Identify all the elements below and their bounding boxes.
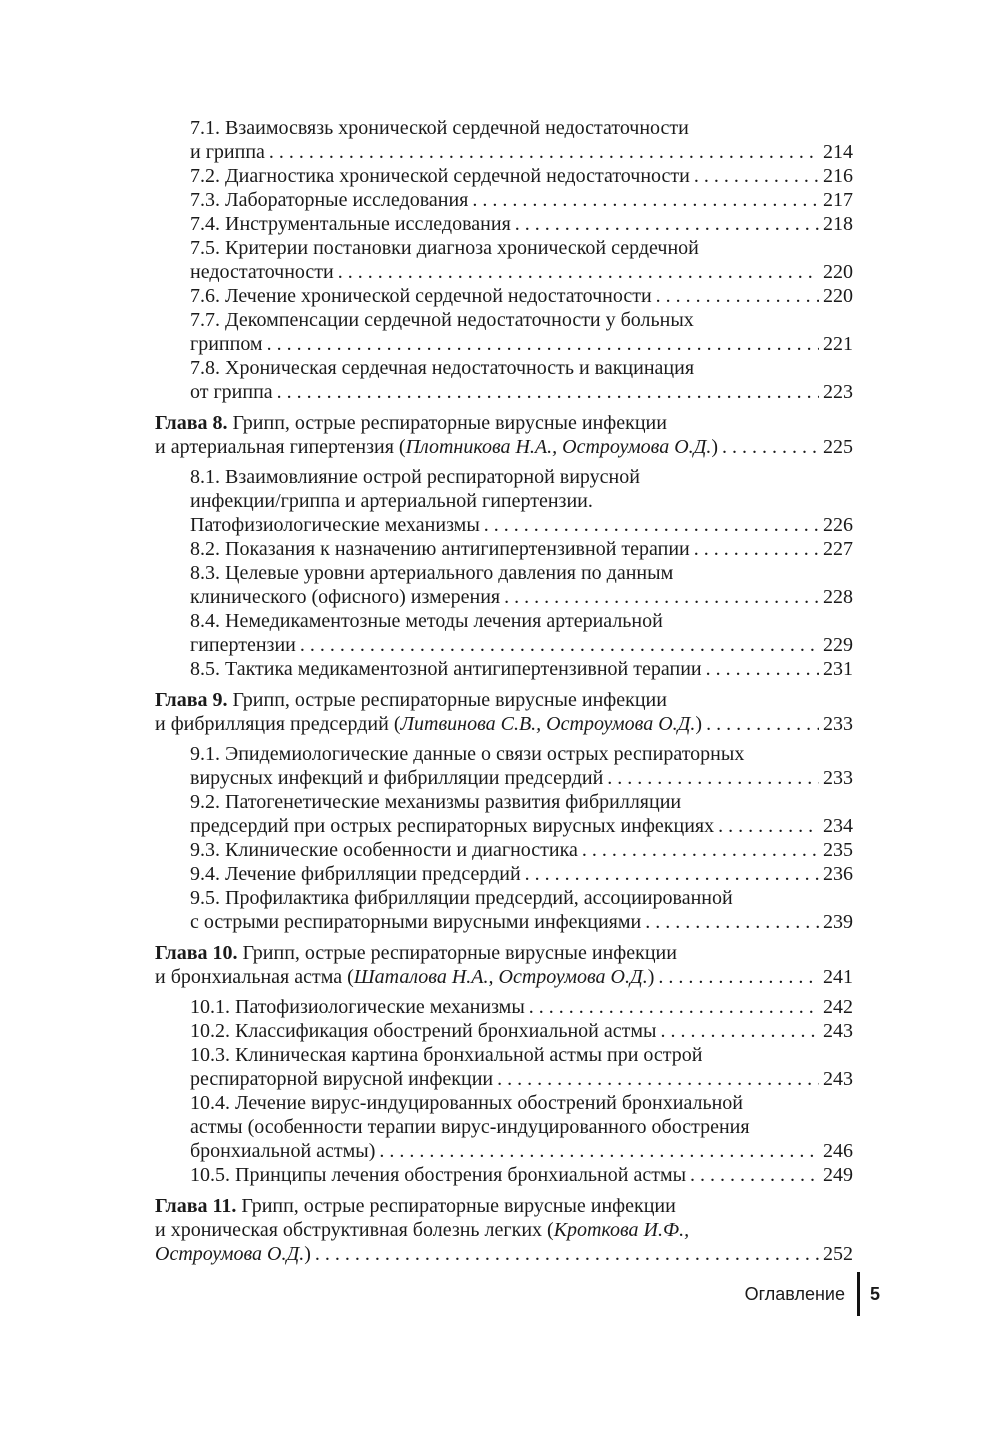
- dot-leader: [269, 140, 819, 164]
- authors: Остроумова О.Д.: [155, 1243, 305, 1265]
- running-footer: [700, 1272, 880, 1316]
- title-text: недостаточности: [190, 261, 334, 283]
- dot-leader: [504, 585, 819, 609]
- toc-page-number: 242: [823, 996, 853, 1018]
- toc-line: [190, 212, 853, 236]
- dot-leader: [582, 838, 819, 862]
- toc-section-entry[interactable]: [155, 465, 853, 537]
- toc-page-number: 214: [823, 141, 853, 163]
- title-text: с острыми респираторными вирусными инфекциями: [190, 911, 642, 933]
- toc-line: [190, 260, 853, 284]
- toc-page-number: 216: [823, 165, 853, 187]
- toc-line: [190, 465, 853, 489]
- title-text: астмы (особенности терапии вирус-индуцированного обострения: [190, 1116, 750, 1138]
- toc-chapter-entry[interactable]: [155, 411, 853, 459]
- toc-line-text: [190, 838, 578, 862]
- toc-line: [190, 790, 853, 814]
- footer-section-title: Оглавление: [744, 1283, 845, 1304]
- title-text: 9.1. Эпидемиологические данные о связи острых респираторных: [190, 743, 745, 765]
- title-text: 7.3. Лабораторные исследования: [190, 189, 469, 211]
- title-text: гриппом: [190, 333, 263, 355]
- toc-section-entry[interactable]: [155, 284, 853, 308]
- dot-leader: [694, 164, 819, 188]
- toc-line-text: [190, 308, 694, 332]
- title-text: 7.1. Взаимосвязь хронической сердечной недостаточности: [190, 117, 689, 139]
- toc-section-entry[interactable]: [155, 838, 853, 862]
- table-of-contents: [155, 116, 853, 1266]
- toc-line: [190, 1163, 853, 1187]
- toc-page-number: 241: [823, 966, 853, 988]
- toc-line: [190, 633, 853, 657]
- toc-page-number: 243: [823, 1020, 853, 1042]
- title-text: респираторной вирусной инфекции: [190, 1068, 494, 1090]
- toc-section-entry[interactable]: [155, 657, 853, 681]
- toc-line-text: [190, 284, 652, 308]
- dot-leader: [658, 965, 819, 989]
- toc-line-text: [190, 356, 694, 380]
- toc-line-text: [190, 609, 663, 633]
- toc-line-text: [155, 941, 677, 965]
- authors: Кроткова И.Ф.,: [553, 1219, 690, 1241]
- toc-line-text: [190, 188, 468, 212]
- toc-line-text: [190, 585, 500, 609]
- toc-line: [155, 965, 853, 989]
- toc-line-text: [190, 633, 296, 657]
- toc-page-number: 223: [823, 381, 853, 403]
- toc-line-text: [155, 712, 702, 736]
- toc-section-entry[interactable]: [155, 188, 853, 212]
- toc-line: [155, 1242, 853, 1266]
- toc-section-entry[interactable]: [155, 356, 853, 404]
- toc-chapter-entry[interactable]: [155, 688, 853, 736]
- toc-section-entry[interactable]: [155, 1163, 853, 1187]
- toc-line: [190, 1019, 853, 1043]
- toc-section-entry[interactable]: [155, 212, 853, 236]
- title-text: предсердий при острых респираторных вирусных инфекциях: [190, 815, 715, 837]
- title-text: ): [304, 1243, 311, 1265]
- toc-page-number: 231: [823, 658, 853, 680]
- title-text: и бронхиальная астма (: [155, 966, 354, 988]
- toc-line-text: [190, 910, 641, 934]
- toc-line: [190, 585, 853, 609]
- dot-leader: [718, 814, 819, 838]
- toc-line: [190, 356, 853, 380]
- toc-line: [190, 766, 853, 790]
- title-text: 7.2. Диагностика хронической сердечной недостаточности: [190, 165, 690, 187]
- dot-leader: [706, 657, 819, 681]
- title-text: 9.3. Клинические особенности и диагностика: [190, 839, 578, 861]
- toc-line: [190, 838, 853, 862]
- title-text: 8.5. Тактика медикаментозной антигипертензивной терапии: [190, 658, 702, 680]
- toc-line-text: [190, 766, 603, 790]
- toc-line: [190, 140, 853, 164]
- toc-line: [190, 561, 853, 585]
- toc-line-text: [155, 411, 667, 435]
- dot-leader: [515, 212, 819, 236]
- dot-leader: [472, 188, 819, 212]
- toc-line-text: [190, 995, 525, 1019]
- toc-line: [190, 886, 853, 910]
- toc-page-number: 220: [823, 261, 853, 283]
- toc-line: [190, 308, 853, 332]
- title-text: бронхиальной астмы): [190, 1140, 376, 1162]
- title-text: 8.1. Взаимовлияние острой респираторной вирусной: [190, 466, 640, 488]
- toc-page-number: 234: [823, 815, 853, 837]
- dot-leader: [300, 633, 819, 657]
- title-text: 8.3. Целевые уровни артериального давления по данным: [190, 562, 674, 584]
- toc-page-number: 246: [823, 1140, 853, 1162]
- toc-line: [155, 712, 853, 736]
- dot-leader: [694, 537, 819, 561]
- toc-line-text: [190, 489, 593, 513]
- toc-page-number: 252: [823, 1243, 853, 1265]
- toc-page-number: 217: [823, 189, 853, 211]
- toc-section-entry[interactable]: [155, 1043, 853, 1091]
- toc-line-text: [190, 116, 689, 140]
- toc-line-text: [155, 1242, 311, 1266]
- title-text: вирусных инфекций и фибрилляции предсердий: [190, 767, 604, 789]
- title-text: и хроническая обструктивная болезнь легких (: [155, 1219, 554, 1241]
- title-text: и гриппа: [190, 141, 265, 163]
- toc-line-text: [190, 513, 480, 537]
- authors: Литвинова С.В., Остроумова О.Д.: [400, 713, 696, 735]
- authors: Шаталова Н.А., Остроумова О.Д.: [353, 966, 648, 988]
- toc-line: [190, 537, 853, 561]
- title-text: и фибрилляция предсердий (: [155, 713, 401, 735]
- title-text: ): [647, 966, 655, 988]
- title-text: 8.4. Немедикаментозные методы лечения артериальной: [190, 610, 663, 632]
- footer-divider: [857, 1272, 860, 1316]
- toc-line-text: [190, 260, 334, 284]
- dot-leader: [267, 332, 819, 356]
- toc-line-text: [155, 1218, 689, 1242]
- toc-section-entry[interactable]: [155, 308, 853, 356]
- chapter-label: Глава 9.: [155, 689, 228, 711]
- dot-leader: [379, 1139, 819, 1163]
- toc-line-text: [190, 1115, 750, 1139]
- title-text: 10.2. Классификация обострений бронхиальной астмы: [190, 1020, 657, 1042]
- toc-page-number: 227: [823, 538, 853, 560]
- toc-chapter-entry[interactable]: [155, 941, 853, 989]
- toc-line-text: [190, 1163, 686, 1187]
- dot-leader: [645, 910, 819, 934]
- toc-section-entry[interactable]: [155, 609, 853, 657]
- toc-page-number: 220: [823, 285, 853, 307]
- title-text: инфекции/гриппа и артериальной гипертензии.: [190, 490, 593, 512]
- title-text: и артериальная гипертензия (: [155, 436, 406, 458]
- toc-page-number: 243: [823, 1068, 853, 1090]
- toc-section-entry[interactable]: [155, 995, 853, 1019]
- toc-line-text: [190, 212, 511, 236]
- dot-leader: [722, 435, 819, 459]
- toc-line: [155, 435, 853, 459]
- toc-line: [190, 489, 853, 513]
- title-text: 10.4. Лечение вирус-индуцированных обострений бронхиальной: [190, 1092, 743, 1114]
- title-text: ): [711, 436, 719, 458]
- toc-page-number: 239: [823, 911, 853, 933]
- title-text: 7.6. Лечение хронической сердечной недостаточности: [190, 285, 652, 307]
- chapter-label: Глава 10.: [155, 942, 238, 964]
- toc-page-number: 233: [823, 767, 853, 789]
- title-text: 9.2. Патогенетические механизмы развития фибрилляции: [190, 791, 682, 813]
- toc-page-number: 225: [823, 436, 853, 458]
- toc-line: [155, 1218, 853, 1242]
- toc-line: [190, 1139, 853, 1163]
- dot-leader: [690, 1163, 819, 1187]
- toc-line: [190, 609, 853, 633]
- dot-leader: [277, 380, 819, 404]
- dot-leader: [656, 284, 819, 308]
- toc-line-text: [190, 465, 640, 489]
- title-text: Грипп, острые респираторные вирусные инфекции: [236, 1195, 676, 1217]
- title-text: ): [695, 713, 703, 735]
- toc-line: [190, 236, 853, 260]
- title-text: 10.3. Клиническая картина бронхиальной астмы при острой: [190, 1044, 703, 1066]
- toc-line: [190, 1067, 853, 1091]
- toc-line-text: [190, 886, 733, 910]
- toc-line: [190, 380, 853, 404]
- toc-line: [190, 188, 853, 212]
- toc-section-entry[interactable]: [155, 116, 853, 164]
- title-text: 7.7. Декомпенсации сердечной недостаточности у больных: [190, 309, 694, 331]
- page-number: 5: [869, 1283, 880, 1304]
- toc-line-text: [190, 1139, 375, 1163]
- toc-page-number: 228: [823, 586, 853, 608]
- toc-line-text: [155, 1194, 676, 1218]
- toc-chapter-entry[interactable]: [155, 1194, 853, 1266]
- toc-line: [190, 164, 853, 188]
- toc-line: [190, 1091, 853, 1115]
- toc-line: [190, 332, 853, 356]
- toc-page-number: 236: [823, 863, 853, 885]
- title-text: клинического (офисного) измерения: [190, 586, 501, 608]
- toc-line: [190, 1115, 853, 1139]
- title-text: Грипп, острые респираторные вирусные инфекции: [237, 942, 677, 964]
- toc-line-text: [190, 380, 273, 404]
- title-text: 8.2. Показания к назначению антигипертензивной терапии: [190, 538, 690, 560]
- toc-line: [190, 814, 853, 838]
- toc-line: [155, 411, 853, 435]
- toc-line: [190, 116, 853, 140]
- toc-section-entry[interactable]: [155, 537, 853, 561]
- dot-leader: [338, 260, 819, 284]
- toc-line-text: [190, 1067, 493, 1091]
- toc-page-number: 221: [823, 333, 853, 355]
- toc-section-entry[interactable]: [155, 742, 853, 790]
- toc-section-entry[interactable]: [155, 1019, 853, 1043]
- toc-line-text: [190, 742, 744, 766]
- toc-line: [190, 1043, 853, 1067]
- dot-leader: [497, 1067, 819, 1091]
- dot-leader: [315, 1242, 819, 1266]
- toc-line: [190, 910, 853, 934]
- toc-section-entry[interactable]: [155, 561, 853, 609]
- title-text: 9.5. Профилактика фибрилляции предсердий, ассоциированной: [190, 887, 733, 909]
- chapter-label: Глава 11.: [155, 1195, 237, 1217]
- toc-section-entry[interactable]: [155, 164, 853, 188]
- toc-line: [190, 513, 853, 537]
- toc-line-text: [190, 814, 714, 838]
- toc-section-entry[interactable]: [155, 862, 853, 886]
- toc-line-text: [190, 1091, 743, 1115]
- toc-line-text: [190, 790, 681, 814]
- toc-line: [190, 862, 853, 886]
- dot-leader: [660, 1019, 819, 1043]
- title-text: 7.5. Критерии постановки диагноза хронической сердечной: [190, 237, 699, 259]
- authors: Плотникова Н.А., Остроумова О.Д.: [405, 436, 712, 458]
- title-text: 10.5. Принципы лечения обострения бронхиальной астмы: [190, 1164, 687, 1186]
- toc-line-text: [190, 164, 690, 188]
- toc-page-number: 229: [823, 634, 853, 656]
- toc-line: [190, 742, 853, 766]
- title-text: Патофизиологические механизмы: [190, 514, 480, 536]
- title-text: 7.8. Хроническая сердечная недостаточность и вакцинация: [190, 357, 695, 379]
- toc-line-text: [190, 537, 690, 561]
- toc-line: [155, 688, 853, 712]
- chapter-label: Глава 8.: [155, 412, 228, 434]
- title-text: гипертензии: [190, 634, 296, 656]
- toc-line-text: [155, 965, 654, 989]
- toc-line-text: [190, 140, 265, 164]
- toc-line-text: [190, 561, 673, 585]
- toc-section-entry[interactable]: [155, 886, 853, 934]
- toc-line-text: [190, 657, 702, 681]
- toc-line: [155, 941, 853, 965]
- toc-section-entry[interactable]: [155, 790, 853, 838]
- dot-leader: [706, 712, 819, 736]
- toc-line-text: [155, 435, 718, 459]
- toc-section-entry[interactable]: [155, 1091, 853, 1163]
- dot-leader: [607, 766, 819, 790]
- title-text: 10.1. Патофизиологические механизмы: [190, 996, 525, 1018]
- toc-page-number: 226: [823, 514, 853, 536]
- toc-line-text: [190, 236, 699, 260]
- title-text: от гриппа: [190, 381, 273, 403]
- toc-page-number: 249: [823, 1164, 853, 1186]
- toc-line-text: [190, 862, 521, 886]
- toc-line-text: [190, 332, 263, 356]
- dot-leader: [484, 513, 819, 537]
- title-text: 9.4. Лечение фибрилляции предсердий: [190, 863, 521, 885]
- toc-line: [190, 995, 853, 1019]
- toc-page-number: 235: [823, 839, 853, 861]
- dot-leader: [525, 862, 819, 886]
- toc-line-text: [190, 1019, 656, 1043]
- dot-leader: [529, 995, 819, 1019]
- toc-section-entry[interactable]: [155, 236, 853, 284]
- toc-page-number: 218: [823, 213, 853, 235]
- title-text: 7.4. Инструментальные исследования: [190, 213, 511, 235]
- toc-line-text: [155, 688, 667, 712]
- toc-line: [155, 1194, 853, 1218]
- toc-line-text: [190, 1043, 702, 1067]
- title-text: Грипп, острые респираторные вирусные инфекции: [227, 689, 667, 711]
- toc-line: [190, 657, 853, 681]
- title-text: Грипп, острые респираторные вирусные инфекции: [227, 412, 667, 434]
- toc-line: [190, 284, 853, 308]
- toc-page-number: 233: [823, 713, 853, 735]
